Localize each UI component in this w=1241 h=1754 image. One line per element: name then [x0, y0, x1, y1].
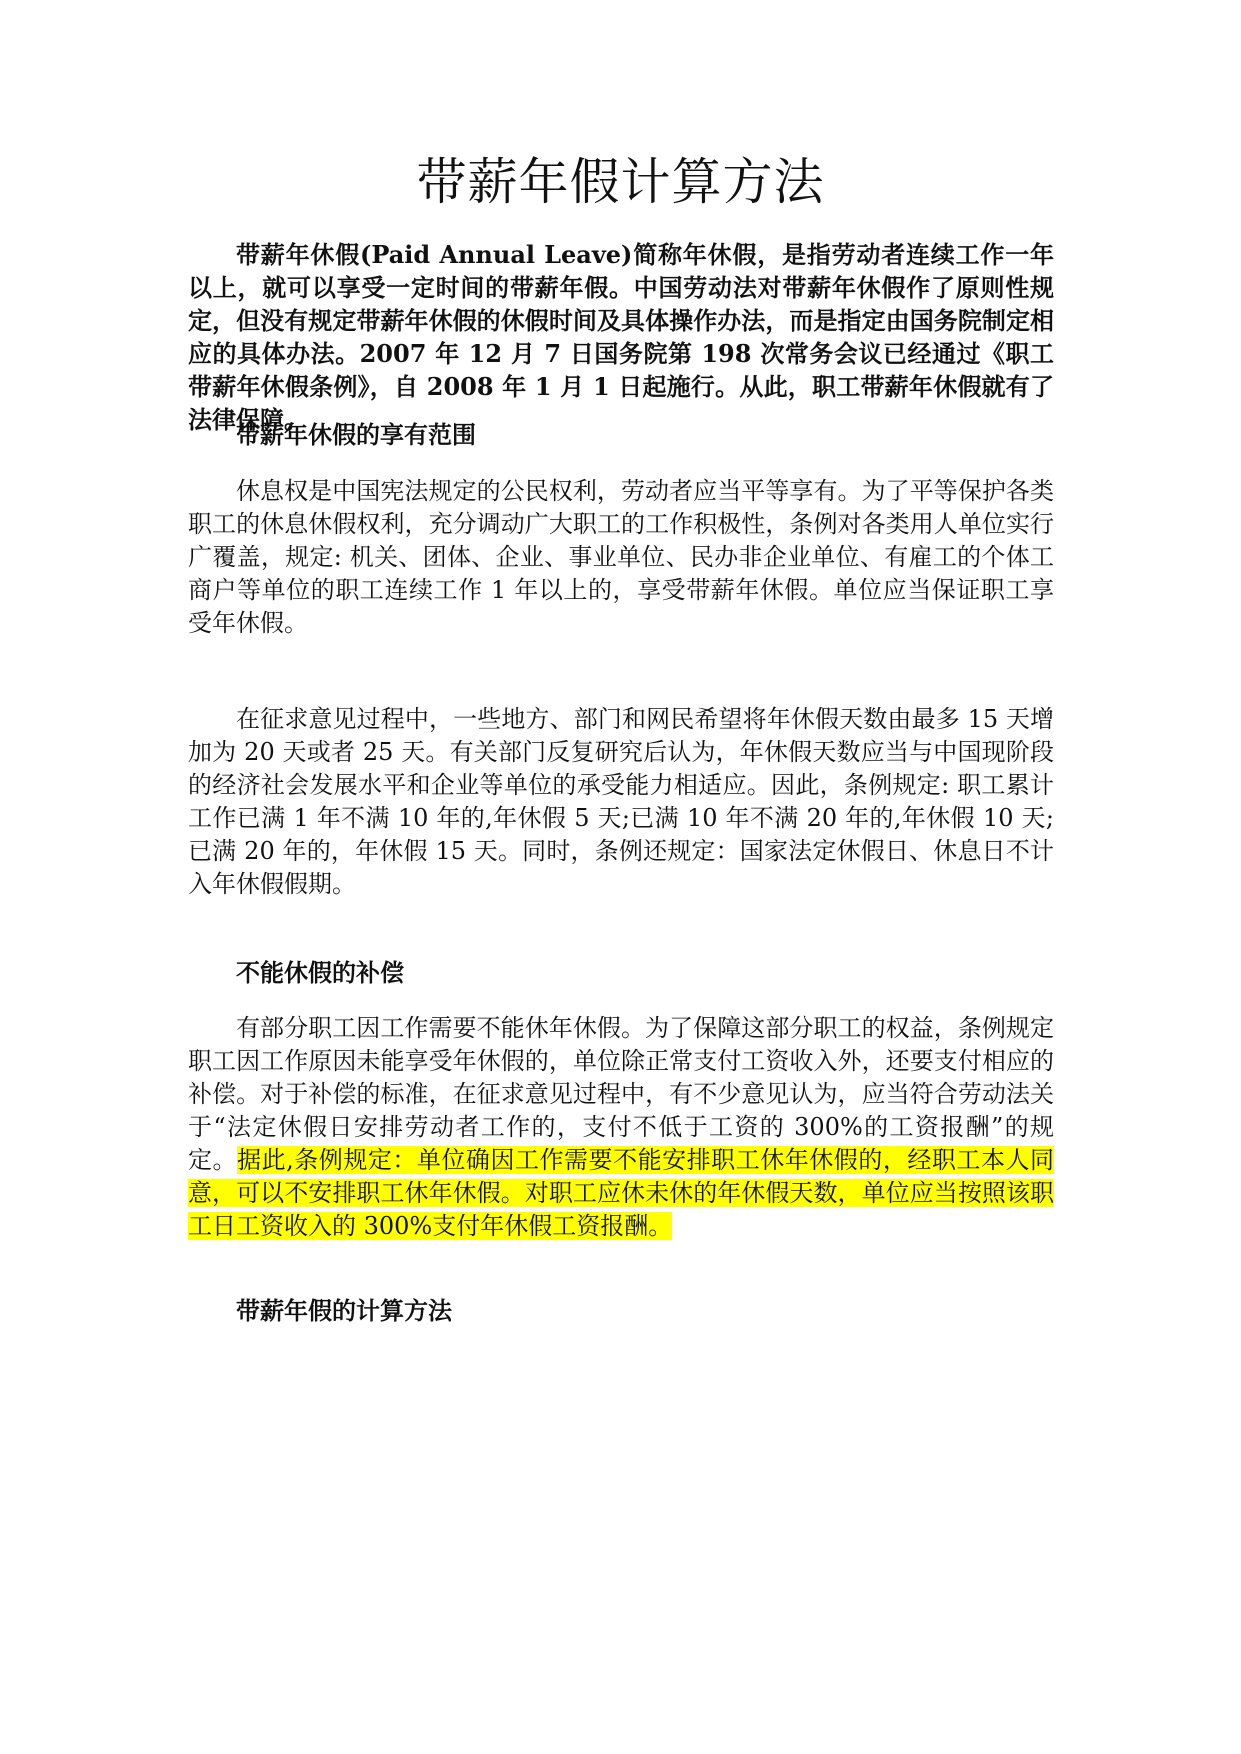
section-heading-calculation: 带薪年假的计算方法: [236, 1296, 452, 1325]
highlighted-regulation-text: 据此,条例规定：单位确因工作需要不能安排职工休年休假的，经职工本人同意，可以不安排职工休年休假。对职工应休未休的年休假天数，单位应当按照该职工日工资收入的 300%支付年休假工资报酬。: [188, 1146, 1054, 1240]
scope-paragraph: 休息权是中国宪法规定的公民权利，劳动者应当平等享有。为了平等保护各类职工的休息休假权利，充分调动广大职工的工作积极性，条例对各类用人单位实行广覆盖，规定: 机关、团体、企业、事业单位、民办非企业单位、有雇工的个体工商户等单位的职工连续工作 1 年以上的，享受带薪年休假。单位应当保证职工享受年休假。: [188, 477, 1054, 637]
section-heading-compensation: 不能休假的补偿: [236, 958, 404, 987]
section-heading-scope: 带薪年休假的享有范围: [236, 420, 476, 449]
compensation-text: 有部分职工因工作需要不能休年休假。为了保障这部分职工的权益，条例规定职工因工作原因未能享受年休假的，单位除正常支付工资收入外，还要支付相应的补偿。对于补偿的标准，在征求意见过程中，有不少意见认为，应当符合劳动法关于“法定休假日安排劳动者工作的，支付不低于工资的 300%的工资报酬”的规定。: [188, 1014, 1054, 1174]
intro-paragraph: 带薪年休假(Paid Annual Leave)简称年休假，是指劳动者连续工作一年以上，就可以享受一定时间的带薪年假。中国劳动法对带薪年休假作了原则性规定，但没有规定带薪年休假的休假时间及具体操作办法，而是指定由国务院制定相应的具体办法。2007 年 12 月 7 日国务院第 198 次常务会议已经通过《职工带薪年休假条例》，自 2008 年 1 月 1 日起施行。从此，职工带薪年休假就有了法律保障。: [188, 240, 1054, 434]
compensation-paragraph: [188, 1012, 1054, 1243]
document-title: 带薪年假计算方法: [416, 153, 825, 211]
days-paragraph: 在征求意见过程中，一些地方、部门和网民希望将年休假天数由最多 15 天增加为 20 天或者 25 天。有关部门反复研究后认为，年休假天数应当与中国现阶段的经济社会发展水平和企业等单位的承受能力相适应。因此，条例规定: 职工累计工作已满 1 年不满 10 年的,年休假 5 天;已满 10 年不满 20 年的,年休假 10 天;已满 20 年的，年休假 15 天。同时，条例还规定：国家法定休假日、休息日不计入年休假假期。: [188, 705, 1054, 898]
